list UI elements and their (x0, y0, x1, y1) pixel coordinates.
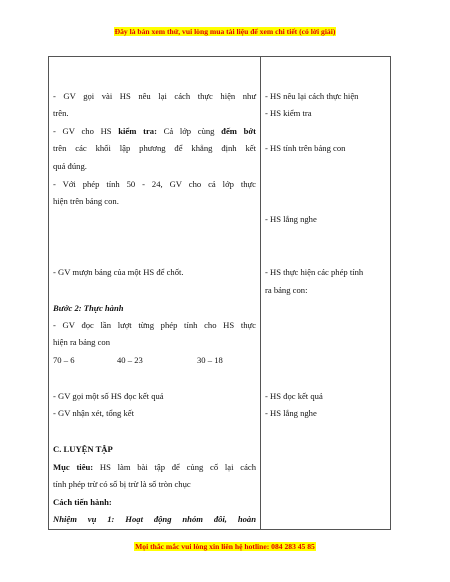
student-line-4: - HS lắng nghe (265, 214, 317, 224)
teacher-line-10: hiện ra bảng con (53, 337, 111, 347)
teacher-line-9: - GV đọc lần lượt từng phép tính cho HS thực (53, 320, 256, 330)
student-line-1: - HS nêu lại cách thực hiện (265, 91, 359, 101)
method-heading: Cách tiến hành: (53, 497, 112, 507)
teacher-line-1: - GV gọi vài HS nêu lại cách thực hiện như (53, 91, 256, 101)
student-line-5: - HS thực hiện các phép tính (265, 267, 364, 277)
student-line-3: - HS tính trên bảng con (265, 143, 346, 153)
teacher-line-12: - GV nhận xét, tổng kết (53, 408, 134, 418)
calc-1: 70 – 6 (53, 355, 75, 365)
student-line-8: - HS lắng nghe (265, 408, 317, 418)
teacher-line-8: - GV mượn bảng của một HS để chốt. (53, 267, 184, 277)
column-divider (260, 56, 261, 530)
calc-3: 30 – 18 (197, 355, 223, 365)
teacher-line-7: hiện trên bảng con. (53, 196, 119, 206)
student-line-2: - HS kiểm tra (265, 108, 312, 118)
student-line-6: ra bảng con: (265, 285, 308, 295)
teacher-line-4: trên các khối lập phương để khẳng định kết (53, 143, 256, 153)
calc-2: 40 – 23 (117, 355, 143, 365)
goal-line-1: Mục tiêu: HS làm bài tập để củng cố lại cách (53, 462, 256, 472)
hotline-banner (0, 542, 450, 551)
teacher-line-3: - GV cho HS kiểm tra: Cả lớp cùng đếm bớt (53, 126, 257, 136)
task-heading: Nhiệm vụ 1: Hoạt động nhóm đôi, hoàn (53, 514, 256, 524)
section-heading: C. LUYỆN TẬP (53, 444, 113, 454)
teacher-line-11: - GV gọi một số HS đọc kết quả (53, 391, 164, 401)
teacher-line-5: quả đúng. (53, 161, 87, 171)
teacher-line-2: trên. (53, 108, 69, 118)
bold-check: kiểm tra: (118, 126, 157, 136)
goal-line-2: tính phép trừ có số bị trừ là số tròn chục (53, 479, 191, 489)
preview-banner (0, 27, 450, 36)
preview-banner-text: Đây là bản xem thử, vui lòng mua tài liệu để xem chi tiết (có lời giải) (114, 27, 336, 36)
step-2-heading: Bước 2: Thực hành (53, 303, 124, 313)
hotline-banner-text: Mọi thắc mắc vui lòng xin liên hệ hotline: 084 283 45 85 (135, 542, 315, 551)
student-line-7: - HS đọc kết quả (265, 391, 323, 401)
bold-count: đếm bớt (221, 126, 257, 136)
teacher-line-6: - Với phép tính 50 - 24, GV cho cả lớp thực (53, 179, 256, 189)
